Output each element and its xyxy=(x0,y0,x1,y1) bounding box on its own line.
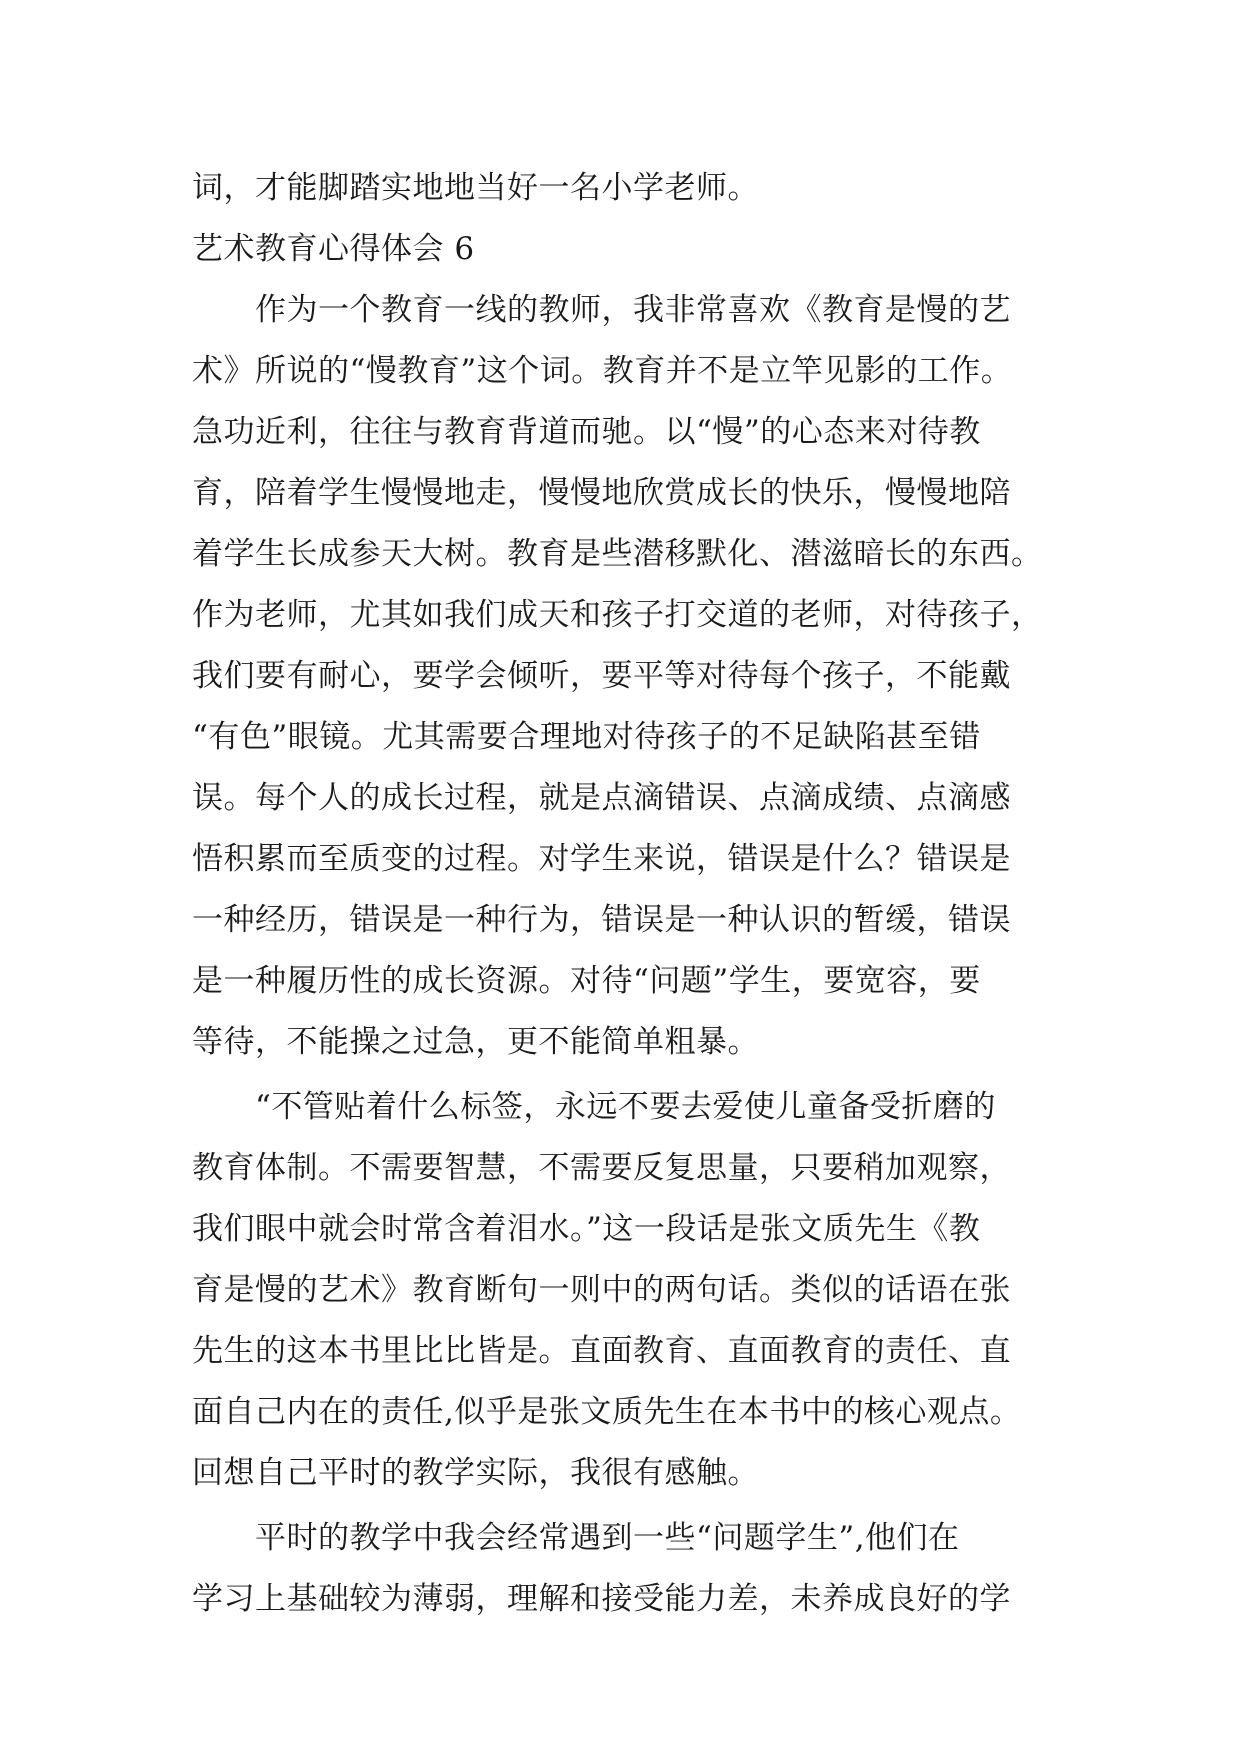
text-line: 平时的教学中我会经常遇到一些“问题学生”,他们在 xyxy=(192,1520,960,1556)
text-line: 词，才能脚踏实地地当好一名小学老师。 xyxy=(192,170,759,206)
text-line: 学习上基础较为薄弱，理解和接受能力差，未养成良好的学 xyxy=(192,1581,1011,1617)
text-line: “不管贴着什么标签，永远不要去爱使儿童备受折磨的 xyxy=(192,1089,996,1125)
text-line: 我们要有耐心，要学会倾听，要平等对待每个孩子，不能戴 xyxy=(192,658,1011,694)
text-line: 我们眼中就会时常含着泪水。”这一段话是张文质先生《教 xyxy=(192,1211,981,1247)
text-line: 回想自己平时的教学实际，我很有感触。 xyxy=(192,1455,759,1491)
text-line: 急功近利，往往与教育背道而驰。以“慢”的心态来对待教 xyxy=(192,414,981,450)
text-line: 是一种履历性的成长资源。对待“问题”学生，要宽容，要 xyxy=(192,963,981,999)
text-line: “有色”眼镜。尤其需要合理地对待孩子的不足缺陷甚至错 xyxy=(192,719,981,755)
text-line: 先生的这本书里比比皆是。直面教育、直面教育的责任、直 xyxy=(192,1333,1011,1369)
text-line: 教育体制。不需要智慧，不需要反复思量，只要稍加观察， xyxy=(192,1150,1011,1186)
text-line: 着学生长成参天大树。教育是些潜移默化、潜滋暗长的东西。 xyxy=(192,536,1043,572)
text-line: 误。每个人的成长过程，就是点滴错误、点滴成绩、点滴感 xyxy=(192,780,1011,816)
text-line: 术》所说的“慢教育”这个词。教育并不是立竿见影的工作。 xyxy=(192,353,1013,389)
document-body xyxy=(192,158,1060,1630)
text-line: 一种经历，错误是一种行为，错误是一种认识的暂缓，错误 xyxy=(192,902,1011,938)
section-heading: 艺术教育心得体会 6 xyxy=(192,231,475,267)
text-line: 悟积累而至质变的过程。对学生来说，错误是什么？错误是 xyxy=(192,841,1011,877)
text-line: 面自己内在的责任,似乎是张文质先生在本书中的核心观点。 xyxy=(192,1394,1022,1430)
text-line: 育，陪着学生慢慢地走，慢慢地欣赏成长的快乐，慢慢地陪 xyxy=(192,475,1011,511)
text-line: 作为老师，尤其如我们成天和孩子打交道的老师，对待孩子， xyxy=(192,597,1043,633)
text-line: 作为一个教育一线的教师，我非常喜欢《教育是慢的艺 xyxy=(192,292,1011,328)
text-line: 育是慢的艺术》教育断句一则中的两句话。类似的话语在张 xyxy=(192,1272,1011,1308)
text-line: 等待，不能操之过急，更不能简单粗暴。 xyxy=(192,1024,759,1060)
